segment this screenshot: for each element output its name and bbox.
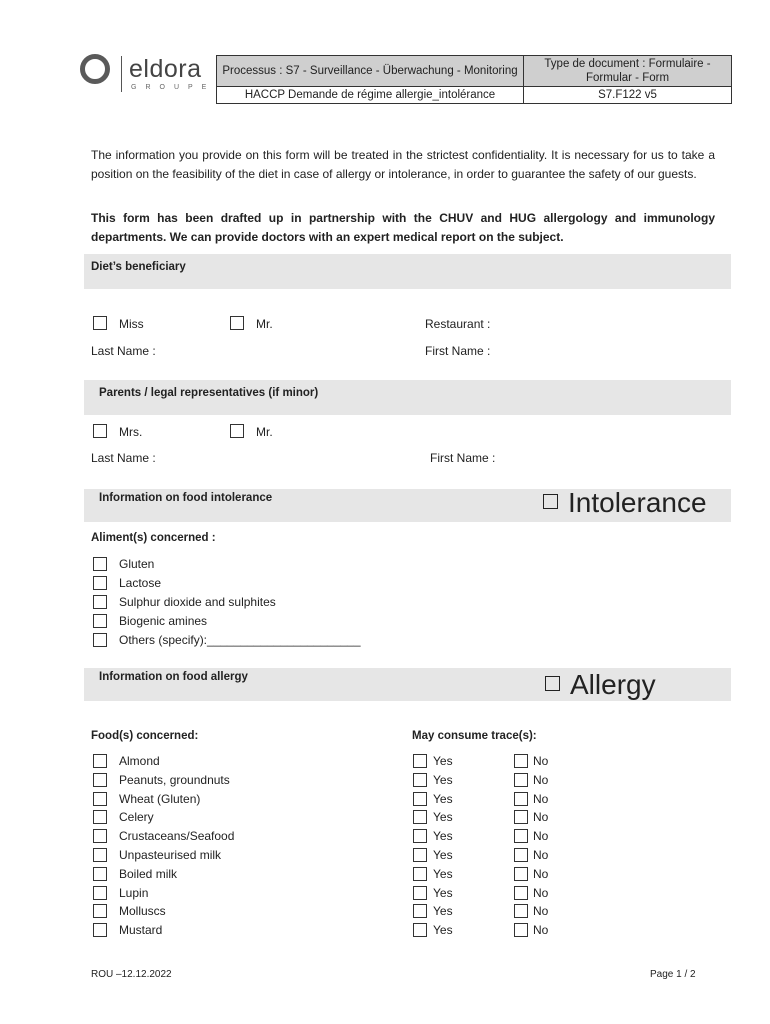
- foods-title: Food(s) concerned:: [91, 730, 199, 742]
- allergy-item-checkbox[interactable]: [93, 886, 107, 900]
- trace-no-checkbox[interactable]: [514, 867, 528, 881]
- miss-label: Miss: [119, 317, 144, 331]
- trace-yes-label: Yes: [433, 848, 453, 862]
- trace-yes-label: Yes: [433, 810, 453, 824]
- trace-yes-checkbox[interactable]: [413, 829, 427, 843]
- restaurant-label: Restaurant :: [425, 317, 491, 331]
- intolerance-item-label: Biogenic amines: [119, 614, 208, 628]
- trace-no-checkbox[interactable]: [514, 848, 528, 862]
- mr-label: Mr.: [256, 317, 273, 331]
- trace-no-label: No: [533, 773, 549, 787]
- parent-first-name-label: First Name :: [430, 451, 496, 465]
- header-doc-type: Type de document : Formulaire - Formular - Form: [524, 56, 732, 87]
- trace-yes-checkbox[interactable]: [413, 886, 427, 900]
- trace-no-checkbox[interactable]: [514, 792, 528, 806]
- intolerance-checkbox[interactable]: [543, 494, 558, 509]
- logo-divider: [121, 56, 122, 92]
- last-name-label: Last Name :: [91, 344, 156, 358]
- trace-no-label: No: [533, 867, 549, 881]
- allergy-item-label: Mustard: [119, 923, 163, 937]
- allergy-item-label: Crustaceans/Seafood: [119, 829, 235, 843]
- trace-yes-checkbox[interactable]: [413, 904, 427, 918]
- allergy-item-checkbox[interactable]: [93, 923, 107, 937]
- allergy-item-label: Unpasteurised milk: [119, 848, 222, 862]
- allergy-item-checkbox[interactable]: [93, 792, 107, 806]
- allergy-item-checkbox[interactable]: [93, 867, 107, 881]
- logo-name: eldora: [129, 55, 202, 83]
- logo-ring-icon: [80, 54, 110, 84]
- allergy-item-checkbox[interactable]: [93, 848, 107, 862]
- mrs-label: Mrs.: [119, 425, 143, 439]
- header-doc-title: HACCP Demande de régime allergie_intolérance: [217, 87, 524, 104]
- intolerance-item-label: Lactose: [119, 576, 162, 590]
- trace-no-checkbox[interactable]: [514, 886, 528, 900]
- trace-no-label: No: [533, 754, 549, 768]
- footer-date: ROU –12.12.2022: [91, 969, 172, 980]
- allergy-item-label: Wheat (Gluten): [119, 792, 201, 806]
- allergy-title: Information on food allergy: [99, 671, 248, 683]
- allergy-item-label: Celery: [119, 810, 154, 824]
- allergy-item-checkbox[interactable]: [93, 773, 107, 787]
- logo-sub: GROUPE: [131, 84, 216, 91]
- trace-no-label: No: [533, 829, 549, 843]
- intolerance-item-label: Sulphur dioxide and sulphites: [119, 595, 276, 609]
- aliments-title: Aliment(s) concerned :: [91, 532, 216, 544]
- intro-paragraph: The information you provide on this form will be treated in the strictest confidentiality. It is necessary for us to take a position on the feasibility of the diet in case of allergy or intolerance, in order to guarantee the safety of our guests.: [91, 148, 715, 181]
- trace-no-label: No: [533, 848, 549, 862]
- allergy-big-label: Allergy: [570, 669, 656, 700]
- allergy-item-checkbox[interactable]: [93, 754, 107, 768]
- allergy-item-checkbox[interactable]: [93, 810, 107, 824]
- parent-mr-checkbox[interactable]: [230, 424, 244, 438]
- allergy-checkbox[interactable]: [545, 676, 560, 691]
- allergy-big-option[interactable]: [545, 669, 656, 701]
- mr-checkbox[interactable]: [230, 316, 244, 330]
- trace-yes-checkbox[interactable]: [413, 923, 427, 937]
- trace-yes-label: Yes: [433, 886, 453, 900]
- allergy-item-checkbox[interactable]: [93, 829, 107, 843]
- first-name-label: First Name :: [425, 344, 491, 358]
- intolerance-item-checkbox[interactable]: [93, 576, 107, 590]
- intolerance-title: Information on food intolerance: [99, 492, 273, 504]
- intolerance-item-checkbox[interactable]: [93, 633, 107, 647]
- intolerance-item-checkbox[interactable]: [93, 595, 107, 609]
- trace-yes-checkbox[interactable]: [413, 754, 427, 768]
- trace-no-label: No: [533, 792, 549, 806]
- header-table: [216, 55, 732, 104]
- trace-yes-checkbox[interactable]: [413, 810, 427, 824]
- traces-title: May consume trace(s):: [412, 730, 537, 742]
- allergy-item-label: Peanuts, groundnuts: [119, 773, 230, 787]
- trace-yes-label: Yes: [433, 904, 453, 918]
- parent-mr-label: Mr.: [256, 425, 273, 439]
- mrs-checkbox[interactable]: [93, 424, 107, 438]
- allergy-item-label: Lupin: [119, 886, 149, 900]
- trace-no-checkbox[interactable]: [514, 773, 528, 787]
- trace-yes-label: Yes: [433, 773, 453, 787]
- parents-title: Parents / legal representatives (if minor): [99, 387, 319, 399]
- trace-yes-checkbox[interactable]: [413, 848, 427, 862]
- intolerance-item-checkbox[interactable]: [93, 557, 107, 571]
- trace-yes-label: Yes: [433, 923, 453, 937]
- trace-no-checkbox[interactable]: [514, 829, 528, 843]
- miss-checkbox[interactable]: [93, 316, 107, 330]
- trace-no-label: No: [533, 923, 549, 937]
- trace-yes-checkbox[interactable]: [413, 792, 427, 806]
- intolerance-item-label: Gluten: [119, 557, 155, 571]
- header-process: Processus : S7 - Surveillance - Überwachung - Monitoring: [217, 56, 524, 87]
- intolerance-item-checkbox[interactable]: [93, 614, 107, 628]
- trace-no-checkbox[interactable]: [514, 923, 528, 937]
- parent-last-name-label: Last Name :: [91, 451, 156, 465]
- trace-no-checkbox[interactable]: [514, 904, 528, 918]
- trace-yes-label: Yes: [433, 829, 453, 843]
- allergy-item-label: Molluscs: [119, 904, 166, 918]
- trace-no-checkbox[interactable]: [514, 810, 528, 824]
- allergy-item-label: Boiled milk: [119, 867, 178, 881]
- trace-no-label: No: [533, 886, 549, 900]
- beneficiary-title: Diet’s beneficiary: [91, 261, 186, 273]
- intolerance-big-label: Intolerance: [568, 487, 707, 518]
- trace-no-label: No: [533, 904, 549, 918]
- trace-yes-label: Yes: [433, 867, 453, 881]
- trace-yes-checkbox[interactable]: [413, 773, 427, 787]
- trace-yes-checkbox[interactable]: [413, 867, 427, 881]
- header-doc-code: S7.F122 v5: [524, 87, 732, 104]
- trace-no-checkbox[interactable]: [514, 754, 528, 768]
- intro-partnership: This form has been drafted up in partnership with the CHUV and HUG allergology and immunology departments. We can provide doctors with an expert medical report on the subject.: [91, 211, 715, 244]
- trace-no-label: No: [533, 810, 549, 824]
- intolerance-item-label: Others (specify):_______________________: [119, 633, 361, 647]
- allergy-item-label: Almond: [119, 754, 160, 768]
- allergy-item-checkbox[interactable]: [93, 904, 107, 918]
- trace-yes-label: Yes: [433, 792, 453, 806]
- intolerance-big-option[interactable]: [543, 487, 707, 519]
- footer-page: Page 1 / 2: [650, 969, 696, 980]
- trace-yes-label: Yes: [433, 754, 453, 768]
